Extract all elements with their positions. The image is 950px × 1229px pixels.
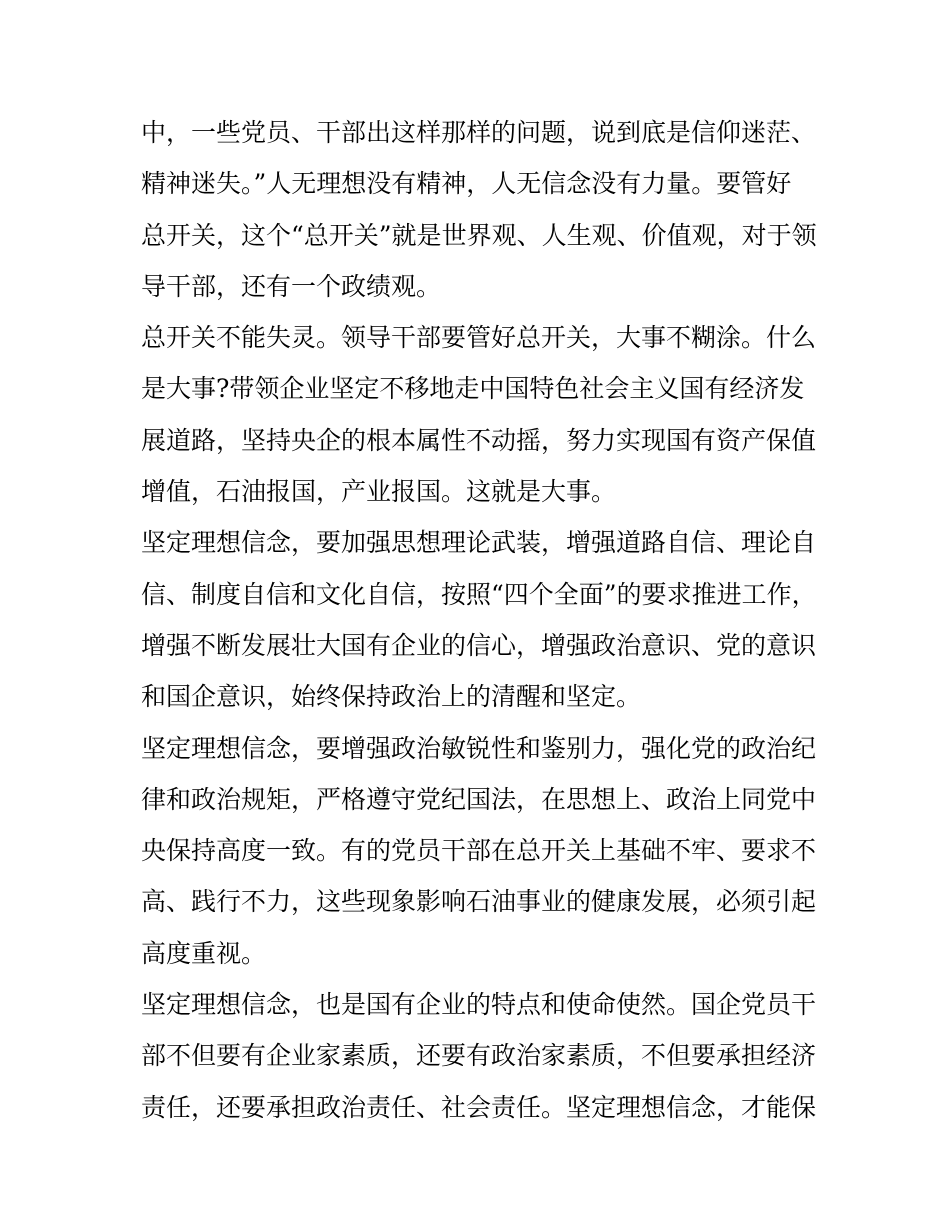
text-line: 总开关不能失灵。领导干部要管好总开关，大事不糊涂。什么: [141, 323, 817, 353]
text-line: 责任，还要承担政治责任、社会责任。坚定理想信念，才能保: [141, 1092, 817, 1122]
text-line: 中，一些党员、干部出这样那样的问题，说到底是信仰迷茫、: [141, 118, 817, 147]
text-line: 导干部，还有一个政绩观。: [141, 271, 442, 301]
text-line: 是大事?带领企业坚定不移地走中国特色社会主义国有经济发: [141, 374, 805, 404]
text-line: 高、践行不力，这些现象影响石油事业的健康发展，必须引起: [141, 887, 817, 917]
text-line: 展道路，坚持央企的根本属性不动摇，努力实现国有资产保值: [141, 425, 817, 455]
text-line: 总开关，这个“总开关”就是世界观、人生观、价值观，对于领: [141, 220, 817, 250]
text-line: 坚定理想信念，要增强政治敏锐性和鉴别力，强化党的政治纪: [141, 733, 817, 763]
body-text: [141, 107, 816, 1133]
text-line: 律和政治规矩，严格遵守党纪国法，在思想上、政治上同党中: [141, 784, 817, 814]
text-line: 坚定理想信念，要加强思想理论武装，增强道路自信、理论自: [141, 528, 817, 558]
text-line: 坚定理想信念，也是国有企业的特点和使命使然。国企党员干: [141, 990, 817, 1020]
text-line: 高度重视。: [141, 938, 267, 968]
text-line: 和国企意识，始终保持政治上的清醒和坚定。: [141, 682, 642, 712]
text-line: 央保持高度一致。有的党员干部在总开关上基础不牢、要求不: [141, 836, 817, 866]
text-line: 增值，石油报国，产业报国。这就是大事。: [141, 477, 617, 507]
text-line: 精神迷失。”人无理想没有精神，人无信念没有力量。要管好: [141, 169, 792, 199]
text-line: 信、制度自信和文化自信，按照“四个全面”的要求推进工作，: [141, 579, 817, 609]
text-line: 部不但要有企业家素质，还要有政治家素质，不但要承担经济: [141, 1041, 817, 1071]
text-line: 增强不断发展壮大国有企业的信心，增强政治意识、党的意识: [141, 630, 817, 660]
